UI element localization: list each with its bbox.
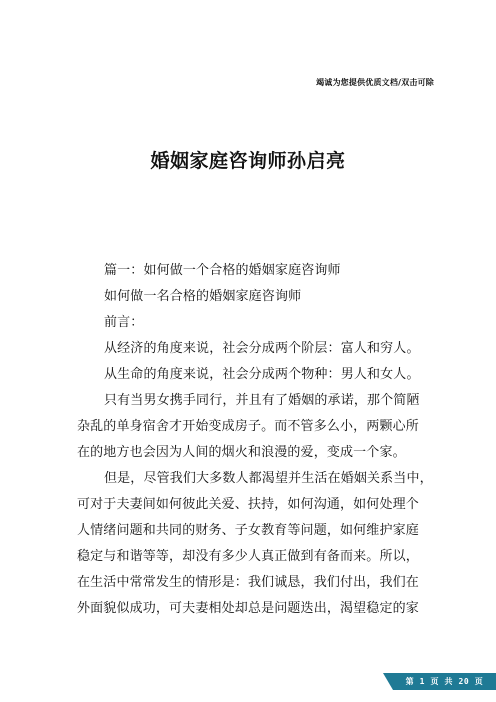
body-line: 稳定与和谐等等，却没有多少人真正做到有备而来。所以， — [77, 549, 419, 564]
document-title: 婚姻家庭咨询师孙启亮 — [150, 150, 346, 172]
body-line: 从经济的角度来说，社会分成两个阶层：富人和穷人。 — [104, 341, 420, 356]
body-line: 前言： — [104, 315, 144, 330]
body-line: 篇一：如何做一个合格的婚姻家庭咨询师 — [104, 263, 341, 278]
body-line: 在的地方也会因为人间的烟火和浪漫的爱，变成一个家。 — [77, 445, 406, 460]
body-line: 人情绪问题和共同的财务、子女教育等问题，如何维护家庭 — [77, 523, 419, 538]
body-line: 可对于夫妻间如何彼此关爱、扶持，如何沟通，如何处理个 — [77, 497, 419, 512]
body-line: 如何做一名合格的婚姻家庭咨询师 — [104, 289, 302, 304]
body-line: 只有当男女携手同行，并且有了婚姻的承诺，那个简陋 — [104, 393, 420, 408]
page-number-badge: 第 1 页 共 20 页 — [393, 673, 496, 690]
body-line: 外面貌似成功，可夫妻相处却总是问题迭出，渴望稳定的家 — [77, 601, 419, 616]
body-line: 从生命的角度来说，社会分成两个物种：男人和女人。 — [104, 367, 420, 382]
body-line: 在生活中常常发生的情形是：我们诚恳，我们付出，我们在 — [77, 575, 419, 590]
header-note: 竭诚为您提供优质文档/双击可除 — [316, 78, 434, 87]
body-line: 杂乱的单身宿舍才开始变成房子。而不管多么小，两颗心所 — [77, 419, 419, 434]
body-line: 但是，尽管我们大多数人都渴望并生活在婚姻关系当中， — [104, 471, 433, 486]
